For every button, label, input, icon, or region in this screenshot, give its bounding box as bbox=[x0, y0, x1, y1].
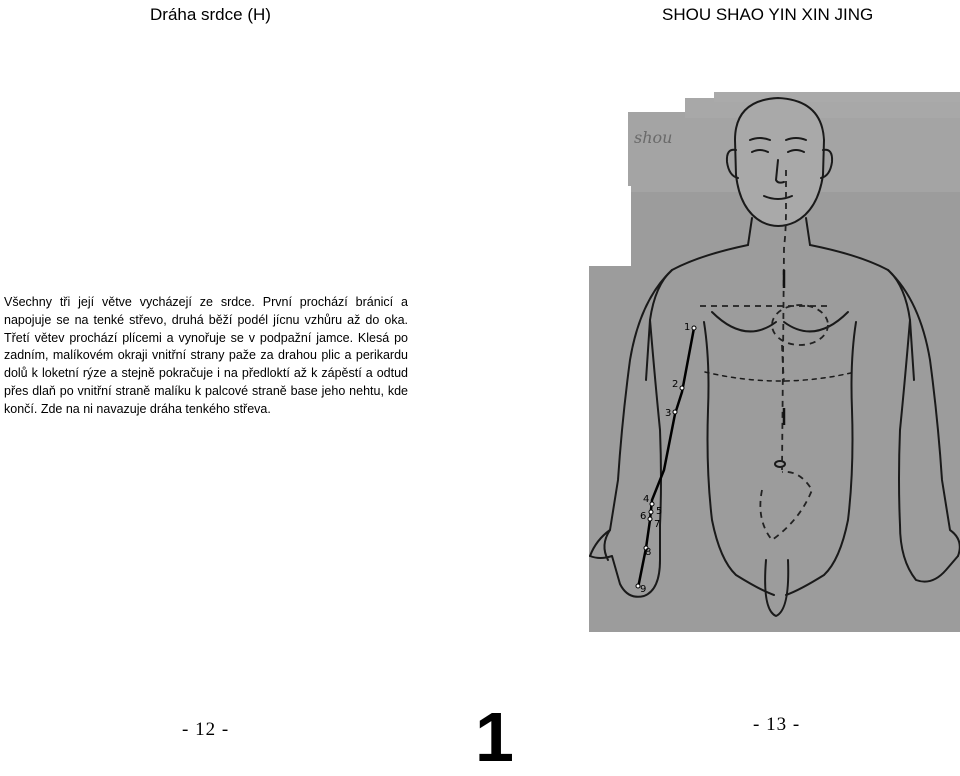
right-page-number: - 13 - bbox=[753, 714, 801, 735]
center-mark: 1 bbox=[475, 698, 514, 776]
point-label: 7 bbox=[654, 519, 661, 530]
left-page-title: Dráha srdce (H) bbox=[150, 5, 271, 24]
point-label: 5 bbox=[656, 506, 663, 517]
handwritten-note: shou bbox=[634, 128, 673, 147]
point-label: 3 bbox=[665, 408, 672, 419]
right-page-title: SHOU SHAO YIN XIN JING bbox=[662, 5, 874, 24]
point-label: 1 bbox=[684, 322, 691, 333]
point-label: 2 bbox=[672, 379, 679, 390]
left-page-number: - 12 - bbox=[182, 719, 230, 740]
point-label: 6 bbox=[640, 511, 647, 522]
body-paragraph: Všechny tři její větve vycházejí ze srdce. První prochází bránicí a napojuje se na tenké střevo, druhá běží podél jícnu vzhůru až do oka. Třetí větev prochází plícemi a vynořuje se v podpažní jamce. Klesá po zadním, malíkovém okraji vnitřní strany paže za drahou plic a perikardu dolů k loketní rýze a stejně pokračuje i na předloktí až k zápěstí a odtud přes dlaň po vnitřní straně malíku k palcové straně base jeho nehtu, kde končí. Zde na ni navazuje dráha tenkého střeva. bbox=[4, 295, 408, 416]
point-label: 4 bbox=[643, 494, 650, 505]
point-label: 8 bbox=[645, 547, 652, 558]
point-label: 9 bbox=[640, 584, 647, 595]
